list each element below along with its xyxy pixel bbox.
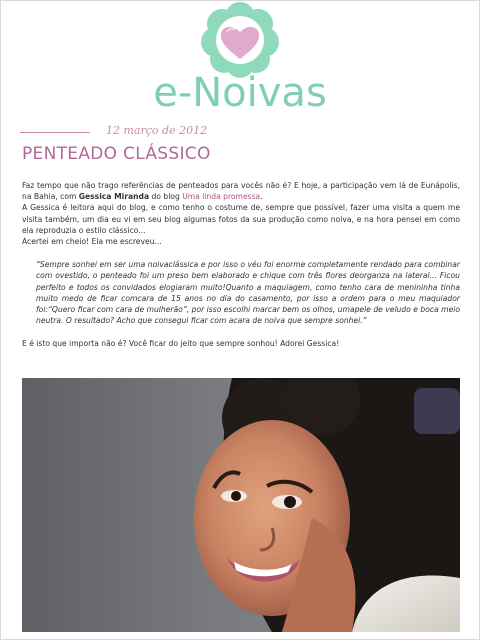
bride-photo [22, 378, 460, 632]
intro-text-end: . [260, 192, 263, 202]
intro-text-2: A Gessica é leitora aqui do blog, e como tenho o costume de, sempre que possível, fazer uma visita a quem me visita também, um dia eu vi em seu blog algumas fotos da sua produção como noiva, e na hora pensei em como ela reproduzia o estilo clássico... [22, 203, 460, 235]
bride-portrait-image [22, 378, 460, 632]
post-date [18, 124, 218, 140]
site-logo[interactable] [0, 0, 480, 122]
site-name: e-Noivas [153, 70, 327, 116]
quote-paragraph: “Sempre sonhei em ser uma noivaclássica e por isso o véu foi enorme completamente rendado para combinar com ovestido, o penteado foi um preso bem elaborado e chique com três flores deorganza na lateral... Ficou perfeito e todos os convidados elogiaram muito!Quanto a maquiagem, como tenho cara de menininha tinha muito medo de ficar comcara de 15 anos no dia do casamento, por isso a ordem para o meu maquiador foi:“Quero ficar com cara de mulherão”, por isso escolhi marcar bem os olhos, umapele de veludo e boca meio neutra. O resultado? Acho que consegui ficar com acara de noiva que sempre sonhei.” [36, 260, 460, 326]
outro-paragraph: E é isto que importa não é? Você ficar do jeito que sempre sonhou! Adorei Gessica! [22, 339, 340, 349]
post-body [22, 180, 460, 357]
date-divider [20, 132, 90, 133]
intro-text: Faz tempo que não trago referências de penteados para vocês não é? E hoje, a participação vem lá de Eunápolis, na Bahia, com [22, 181, 460, 202]
post-title[interactable]: PENTEADO CLÁSSICO [22, 144, 211, 164]
author-name: Gessica Miranda [78, 192, 150, 202]
blog-link[interactable]: Uma linda promessa [182, 192, 261, 202]
flower-heart-icon [191, 2, 289, 80]
intro-paragraph [22, 180, 460, 247]
intro-text-mid: do blog [149, 192, 183, 202]
intro-text-3: Acertei em cheio! Ela me escreveu... [22, 237, 162, 247]
post-date-text: 12 março de 2012 [106, 124, 208, 137]
